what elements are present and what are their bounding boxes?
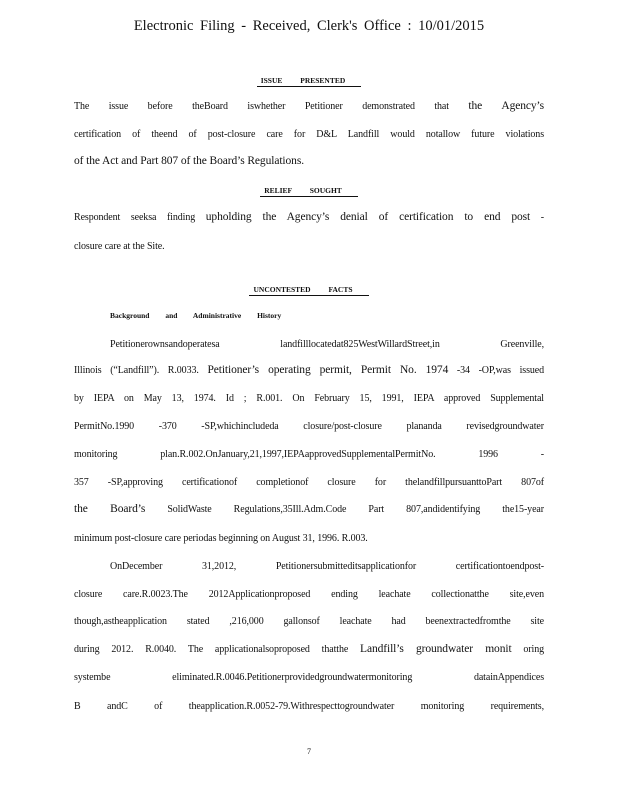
text-run: minimum post-closure care periodas beginning on August 31, 1996. R.003.	[74, 533, 368, 544]
text-run: PermitNo.1990 -370 -SP,whichincludeda closure/post-closure plananda revisedgroundwater	[74, 421, 544, 432]
text-line	[74, 671, 544, 683]
page-number: 7	[307, 747, 311, 756]
text-run-large: the Agency’s	[468, 100, 544, 112]
text-line	[74, 700, 544, 712]
text-line	[74, 211, 544, 223]
text-line	[74, 392, 544, 404]
text-line	[110, 560, 544, 572]
relief-sought-label: RELIEF SOUGHT	[260, 186, 358, 197]
text-run: -34 -OP,was issued	[448, 365, 544, 376]
text-run: OnDecember 31,2012, Petitionersubmitteditsapplicationfor certificationtoendpost-	[110, 561, 544, 572]
text-line	[74, 448, 544, 460]
text-run: oring	[511, 644, 544, 655]
text-line	[74, 643, 544, 655]
text-line	[74, 240, 544, 252]
text-run: -	[530, 212, 545, 223]
text-line	[74, 503, 544, 515]
text-line	[74, 615, 544, 627]
text-run: closure care.R.0023.The 2012Applicationproposed ending leachate collectionatthe site,even	[74, 589, 544, 600]
uncontested-facts-label: UNCONTESTED FACTS	[249, 285, 368, 296]
issue-presented-label: ISSUE PRESENTED	[257, 76, 362, 87]
text-run: though,astheapplication stated ,216,000 gallonsof leachate had beenextractedfromthe site	[74, 616, 544, 627]
text-run: Petitionerownsandoperatesa landfilllocatedat825WestWillardStreet,in Greenville,	[110, 339, 544, 350]
text-line	[74, 476, 544, 488]
text-run: Respondent seeksa finding	[74, 212, 206, 223]
text-run: monitoring plan.R.002.OnJanuary,21,1997,IEPAapprovedSupplementalPermitNo. 1996 -	[74, 449, 544, 460]
text-line	[74, 100, 544, 112]
text-run: 357 -SP,approving certificationof completionof closure for thelandfillpursuanttoPart 807of	[74, 477, 544, 488]
relief-sought-heading	[0, 186, 618, 195]
text-line	[74, 420, 544, 432]
text-run: certification of theend of post-closure care for D&L Landfill would notallow future violations	[74, 129, 544, 140]
text-line	[74, 155, 544, 167]
text-run: Illinois (“Landfill”). R.0033.	[74, 365, 208, 376]
text-run-large: the Board’s	[74, 503, 146, 515]
text-run-large: Petitioner’s operating permit, Permit No. 1974	[207, 364, 449, 376]
text-run: closure care at the Site.	[74, 241, 165, 252]
text-line	[74, 128, 544, 140]
text-run-large: of the Act and Part 807 of the Board’s Regulations.	[74, 155, 304, 167]
text-line	[110, 338, 544, 350]
text-run-large: upholding the Agency’s denial of certification to end post	[205, 211, 531, 223]
text-run-large: Landfill’s groundwater monit	[360, 643, 512, 655]
issue-presented-heading	[0, 76, 618, 85]
text-run: during 2012. R.0040. The applicationalsoproposed thatthe	[74, 644, 361, 655]
text-run: systembe eliminated.R.0046.Petitionerprovidedgroundwatermonitoring datainAppendices	[74, 672, 544, 683]
background-subheading: Background and Administrative History	[110, 311, 282, 320]
text-run: by IEPA on May 13, 1974. Id ; R.001. On February 15, 1991, IEPA approved Supplemental	[74, 393, 544, 404]
text-line	[74, 532, 544, 544]
filing-stamp-header: Electronic Filing - Received, Clerk's Office : 10/01/2015	[133, 18, 485, 34]
text-line	[74, 364, 544, 376]
text-run: B andC of theapplication.R.0052-79.Withrespecttogroundwater monitoring requirements,	[74, 701, 544, 712]
text-run: SolidWaste Regulations,35Ill.Adm.Code Part 807,andidentifying the15-year	[145, 504, 544, 515]
uncontested-facts-heading	[0, 285, 618, 294]
text-line	[74, 588, 544, 600]
text-run: The issue before theBoard iswhether Petitioner demonstrated that	[74, 101, 469, 112]
